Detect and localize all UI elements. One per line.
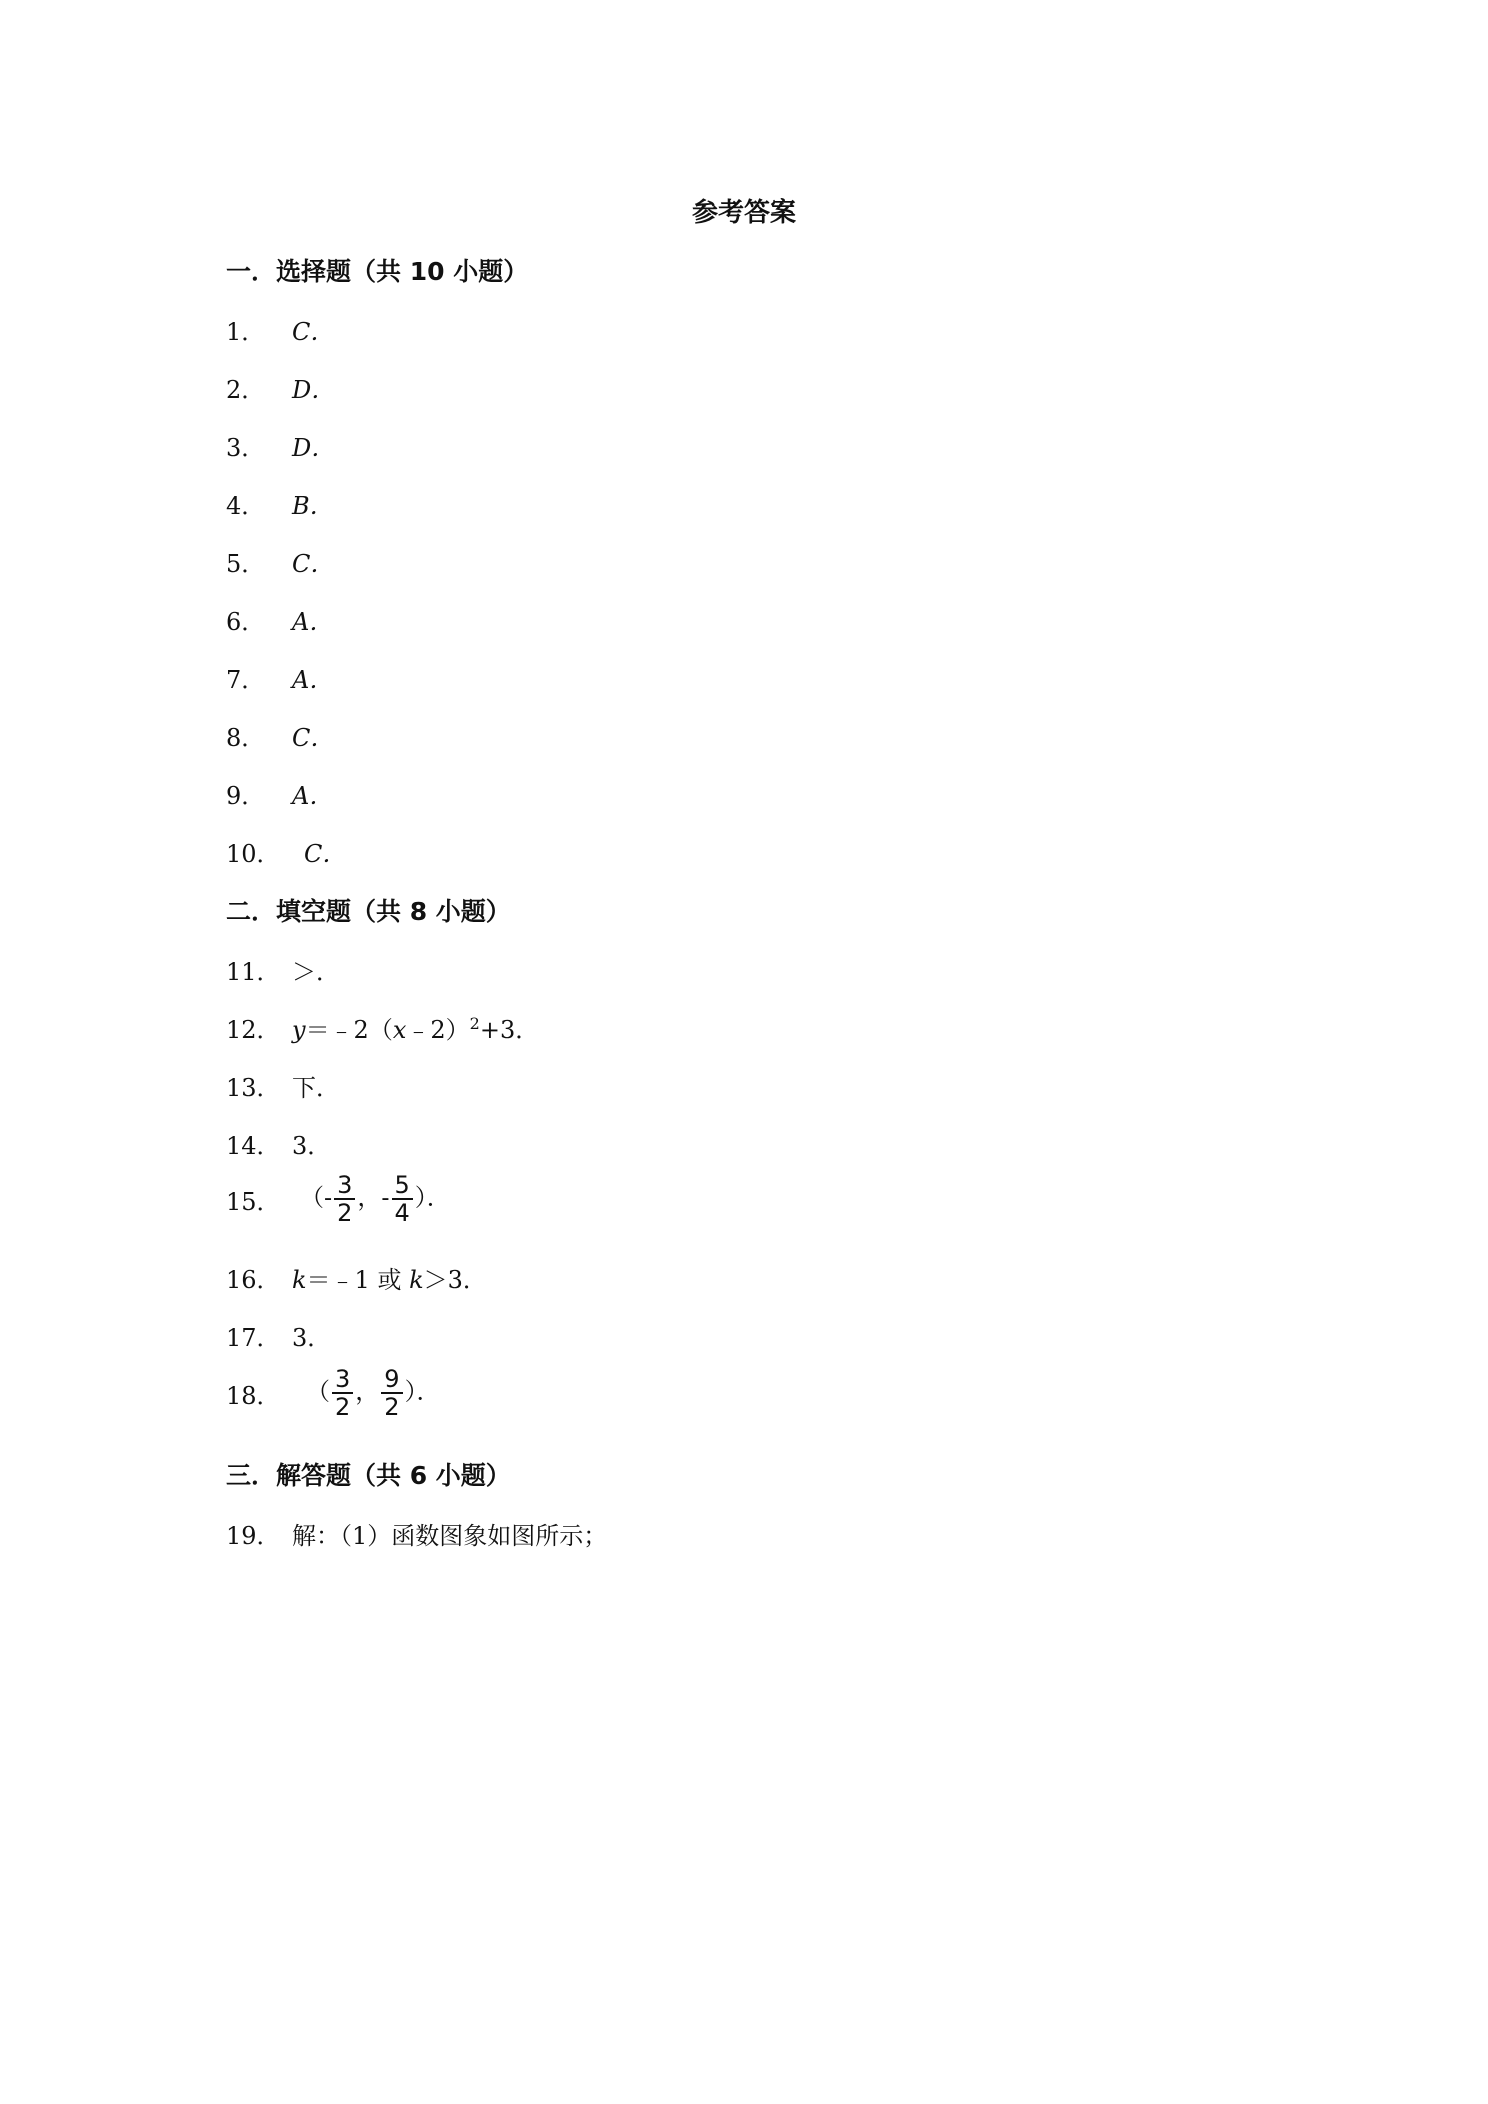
minus-sign: - [381, 1183, 390, 1212]
list-item [226, 544, 334, 579]
item-number: 17． [226, 1324, 281, 1352]
item-answer: D． [292, 434, 336, 462]
paren-open: （ [300, 1183, 324, 1212]
minus-sign: - [324, 1183, 333, 1212]
denominator: 2 [337, 1199, 353, 1227]
list-item [226, 834, 346, 869]
expr-part: ＝﹣1 或 [306, 1266, 410, 1294]
numerator: 9 [381, 1366, 402, 1394]
list-item [226, 370, 335, 405]
fraction [332, 1366, 353, 1420]
expr-part: ﹣2） [406, 1016, 470, 1044]
item-number: 13． [226, 1074, 281, 1102]
item-answer [292, 1010, 539, 1045]
numerator: 5 [392, 1172, 413, 1200]
denominator: 4 [394, 1199, 410, 1227]
item-number: 12． [226, 1016, 281, 1044]
expr-part: ＞3． [423, 1266, 487, 1294]
fraction [392, 1172, 413, 1226]
paren-open: （ [306, 1377, 330, 1406]
item-answer [306, 1366, 441, 1420]
exponent: 2 [469, 1014, 480, 1033]
item-answer: 3． [292, 1132, 332, 1160]
list-item [226, 1516, 607, 1551]
item-number: 8． [226, 724, 266, 752]
item-answer: 下． [292, 1074, 340, 1102]
paren-close: ）． [404, 1377, 441, 1406]
denominator: 2 [335, 1393, 351, 1421]
item-number: 6． [226, 608, 266, 636]
item-number: 9． [226, 782, 266, 810]
paren-close: ）． [414, 1183, 451, 1212]
section-heading-fill: 二．填空题（共 8 小题） [226, 897, 511, 926]
item-answer: C． [292, 550, 335, 578]
item-number: 11． [226, 958, 281, 986]
list-item [226, 428, 335, 463]
item-answer: A． [292, 666, 334, 694]
list-item [226, 1172, 451, 1226]
expr-part: +3． [479, 1016, 540, 1044]
numerator: 3 [332, 1366, 353, 1394]
list-item [226, 1126, 331, 1161]
list-item [226, 776, 333, 811]
item-answer: B． [292, 492, 334, 520]
var-k: k [409, 1266, 424, 1294]
list-item [226, 1260, 487, 1295]
list-item [226, 1318, 331, 1353]
item-answer [300, 1172, 451, 1226]
item-number: 5． [226, 550, 266, 578]
list-item [226, 660, 333, 695]
item-answer [292, 1260, 487, 1295]
item-answer: 3． [292, 1324, 332, 1352]
item-answer: C． [292, 318, 335, 346]
numerator: 3 [334, 1172, 355, 1200]
item-answer: A． [292, 782, 334, 810]
item-number: 3． [226, 434, 266, 462]
fraction [381, 1366, 402, 1420]
item-number: 16． [226, 1266, 281, 1294]
item-number: 10． [226, 840, 281, 868]
list-item [226, 952, 340, 987]
page-title: 参考答案 [691, 198, 796, 228]
var-x: x [392, 1016, 407, 1044]
item-answer: ＞． [292, 958, 340, 986]
item-number: 2． [226, 376, 266, 404]
item-answer: 解：（1）函数图象如图所示； [292, 1522, 608, 1550]
item-number: 7． [226, 666, 266, 694]
item-number: 14． [226, 1132, 281, 1160]
item-number: 4． [226, 492, 266, 520]
denominator: 2 [384, 1393, 400, 1421]
list-item [226, 1068, 340, 1103]
list-item [226, 1010, 539, 1045]
list-item [226, 1366, 441, 1420]
item-number: 19． [226, 1522, 281, 1550]
item-number: 18． [226, 1381, 281, 1410]
fraction [334, 1172, 355, 1226]
item-answer: A． [292, 608, 334, 636]
comma: ， [355, 1377, 380, 1406]
item-answer: C． [304, 840, 347, 868]
item-number: 1． [226, 318, 266, 346]
section-heading-answer: 三．解答题（共 6 小题） [226, 1461, 511, 1490]
section-heading-choice: 一．选择题（共 10 小题） [226, 257, 529, 286]
list-item [226, 718, 334, 753]
var-y: y [292, 1016, 306, 1044]
item-answer: C． [292, 724, 335, 752]
expr-part: ＝﹣2（ [305, 1016, 393, 1044]
comma: ， [357, 1183, 382, 1212]
list-item [226, 312, 334, 347]
list-item [226, 602, 333, 637]
item-number: 15． [226, 1187, 281, 1216]
var-k: k [292, 1266, 307, 1294]
list-item [226, 486, 334, 521]
item-answer: D． [292, 376, 336, 404]
